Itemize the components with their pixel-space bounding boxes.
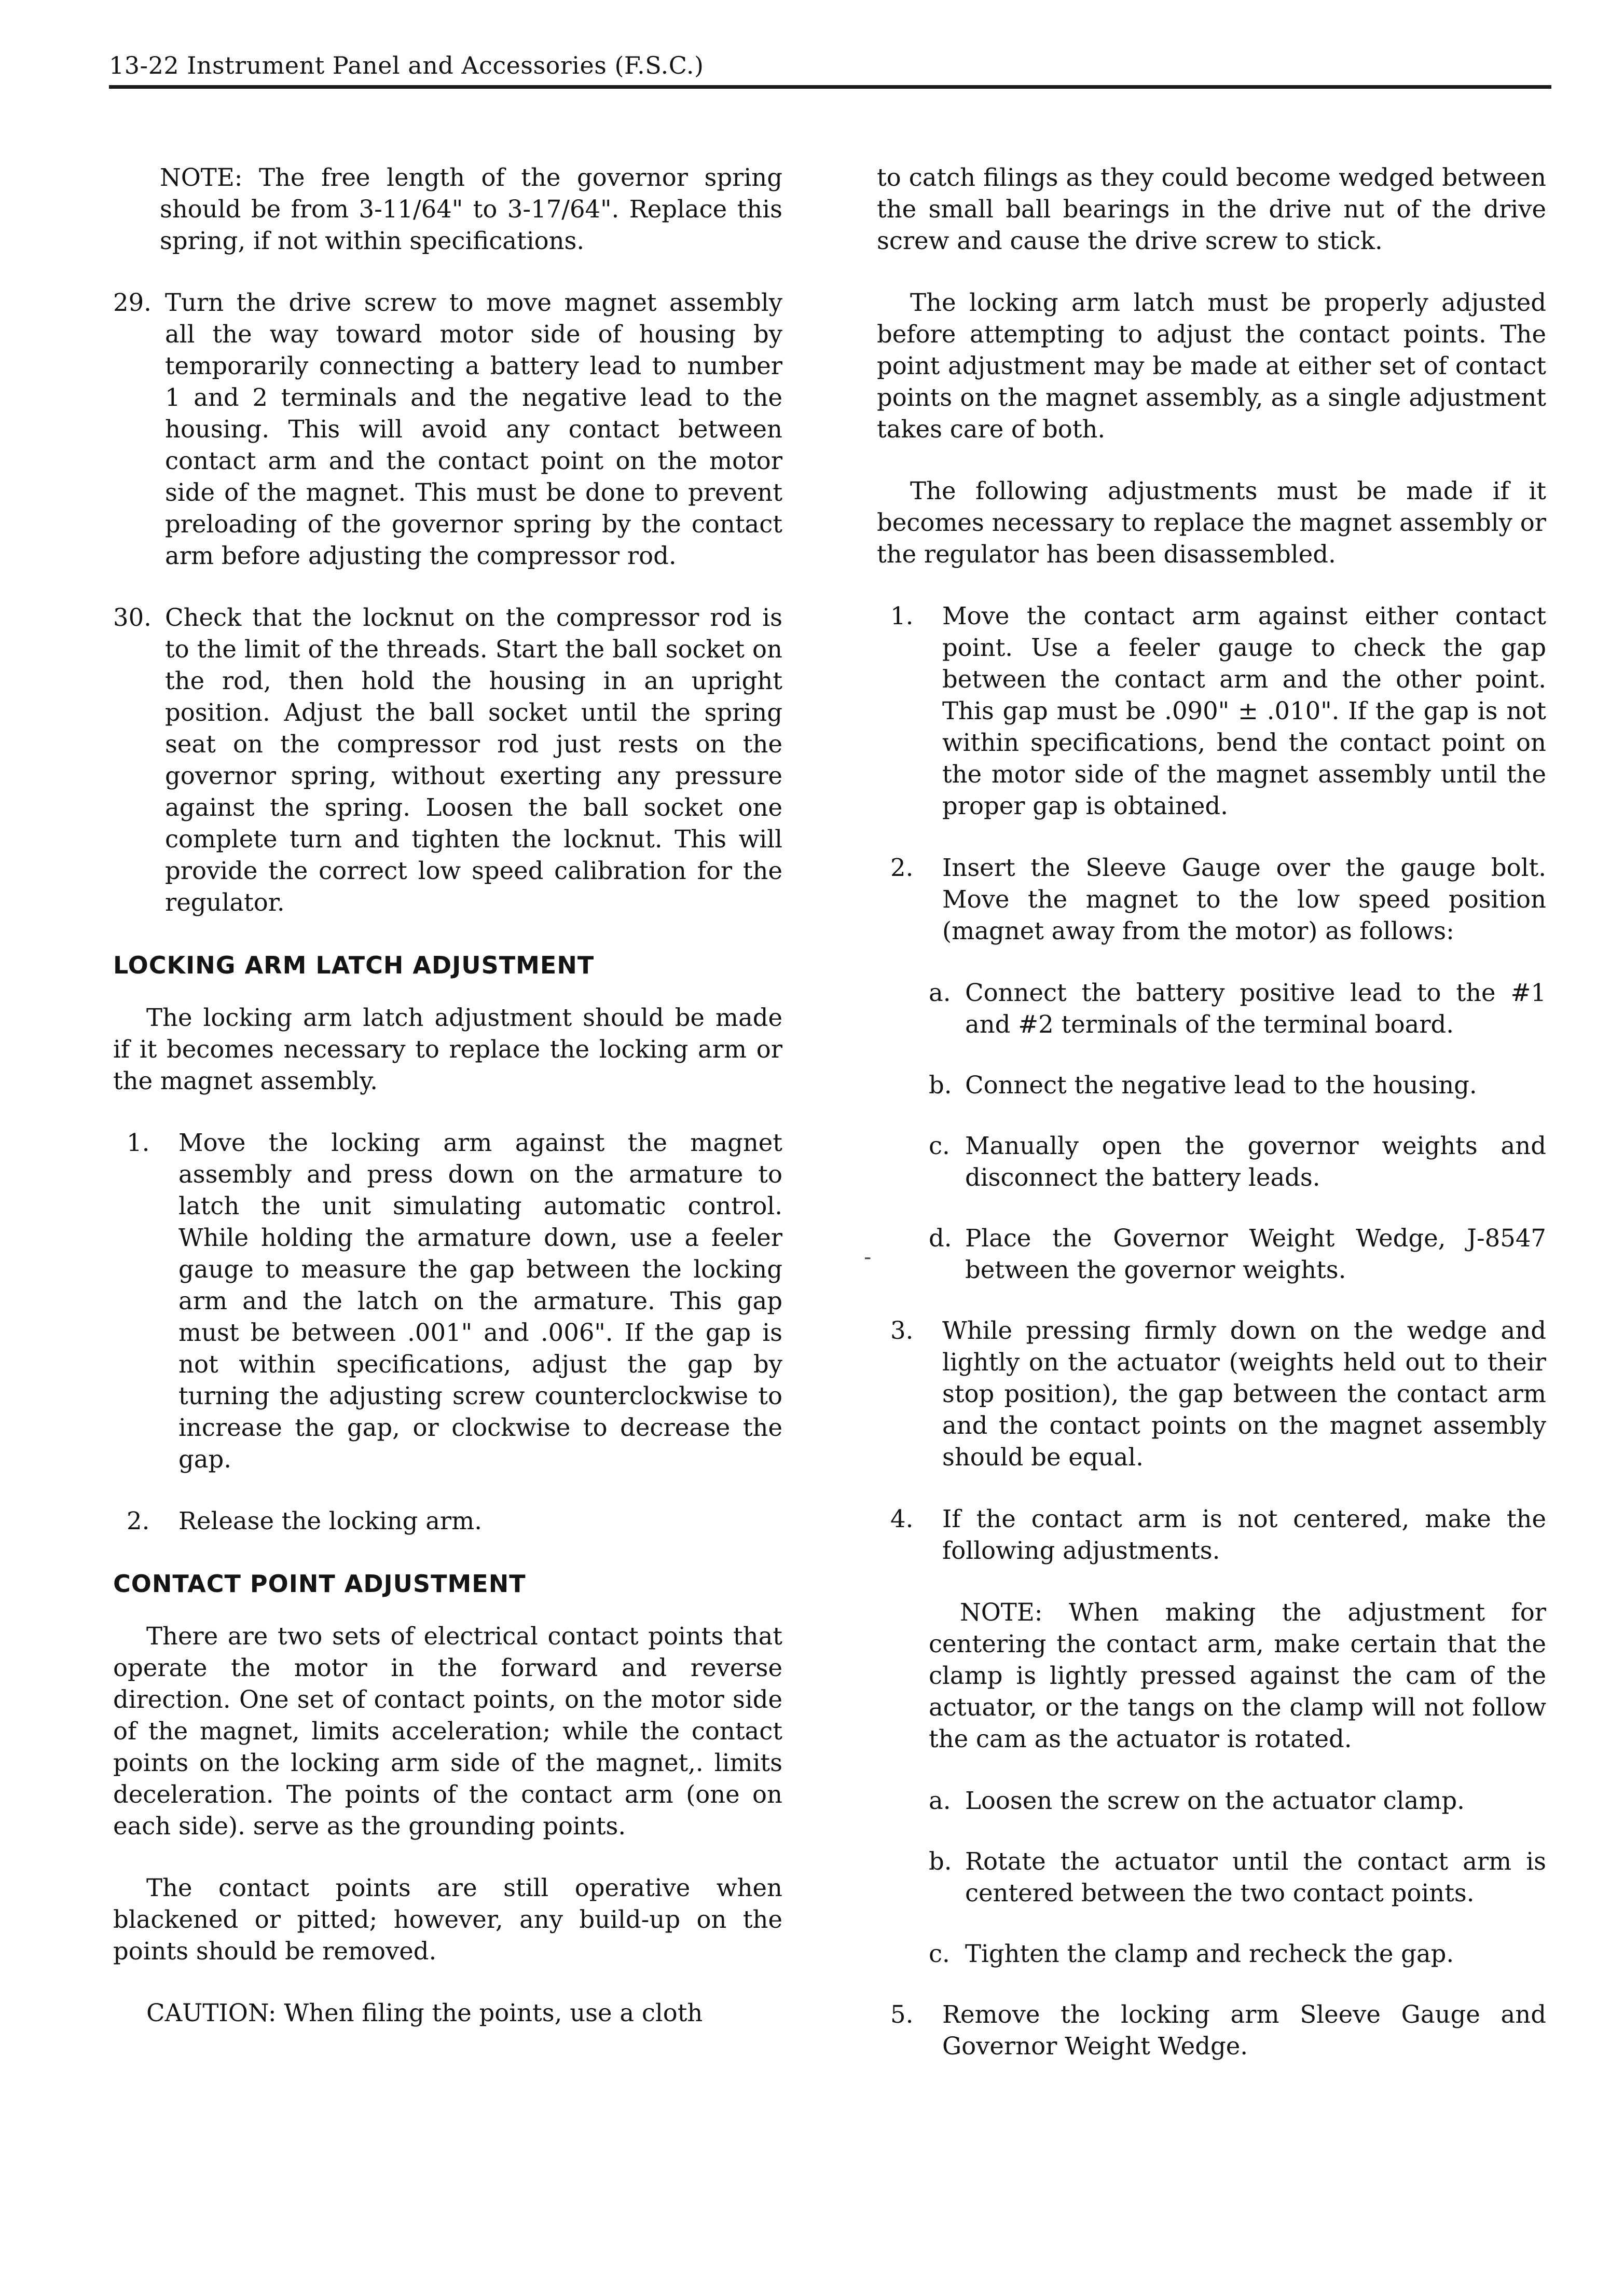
sub-item-text: Tighten the clamp and recheck the gap. bbox=[965, 1940, 1454, 1968]
item-number: 29. bbox=[113, 289, 152, 317]
paragraph: The contact points are still operative when blackened or pitted; however, any build-up on the points should be removed. bbox=[113, 1874, 782, 1965]
item-number: 2. bbox=[890, 854, 914, 882]
item-text: Insert the Sleeve Gauge over the gauge bolt. Move the magnet to the low speed position (magnet away from the motor) as follows: bbox=[942, 854, 1546, 945]
paragraph: The locking arm latch must be properly adjusted before attempting to adjust the contact points. The point adjustment may be made at either set of contact points on the magnet assembly, as a single adjustment takes care of both. bbox=[877, 289, 1546, 443]
sub-item-text: Connect the negative lead to the housing. bbox=[965, 1071, 1477, 1099]
item-number: 5. bbox=[890, 2000, 914, 2028]
section-heading-locking-arm: LOCKING ARM LATCH ADJUSTMENT bbox=[113, 951, 595, 979]
sub-item-letter: c. bbox=[929, 1940, 950, 1968]
sub-item bbox=[929, 1223, 1546, 1286]
page-header: 13-22 Instrument Panel and Accessories (F.S.C.) bbox=[109, 50, 1551, 89]
paragraph: The locking arm latch adjustment should be made if it becomes necessary to replace the locking arm or the magnet assembly. bbox=[113, 1004, 782, 1095]
item-text: While pressing firmly down on the wedge and lightly on the actuator (weights held out to their stop position), the gap between the contact arm and the contact points on the magnet assembly should be equal. bbox=[942, 1316, 1546, 1471]
item-number: 30. bbox=[113, 603, 152, 632]
list-item bbox=[890, 1999, 1546, 2062]
sub-item-letter: c. bbox=[929, 1132, 950, 1160]
governor-spring-note: NOTE: The free length of the governor spring should be from 3-11/64" to 3-17/64". Replace this spring, if not within specifications. bbox=[160, 163, 782, 255]
sub-item bbox=[929, 1069, 1546, 1101]
item-text: If the contact arm is not centered, make the following adjustments. bbox=[942, 1505, 1546, 1565]
caution-continued: to catch filings as they could become wedged between the small ball bearings in the drive nut of the drive screw and cause the drive screw to stick. bbox=[877, 163, 1546, 255]
left-column bbox=[113, 162, 782, 2059]
caution-text: CAUTION: When filing the points, use a cloth bbox=[146, 1999, 703, 2027]
paragraph: The following adjustments must be made if it becomes necessary to replace the magnet assembly or the regulator has been disassembled. bbox=[877, 477, 1546, 568]
item-text: Turn the drive screw to move magnet assembly all the way toward motor side of housing by temporarily connecting a battery lead to number 1 and 2 terminals and the negative lead to the housing. This will avoid any contact between contact arm and the contact point on the motor side of the magnet. This must be done to prevent preloading of the governor spring by the contact arm before adjusting the compressor rod. bbox=[165, 289, 782, 570]
sub-item-letter: a. bbox=[929, 1787, 951, 1815]
list-item bbox=[890, 600, 1546, 822]
list-item bbox=[890, 1315, 1546, 1473]
sub-item bbox=[929, 1938, 1546, 1970]
sub-item-text: Loosen the screw on the actuator clamp. bbox=[965, 1787, 1465, 1815]
list-item bbox=[890, 1503, 1546, 1567]
item-number: 1. bbox=[127, 1129, 150, 1157]
list-item bbox=[127, 1505, 782, 1537]
item-number: 1. bbox=[890, 602, 914, 630]
sub-item-text: Place the Governor Weight Wedge, J-8547 between the governor weights. bbox=[965, 1224, 1546, 1284]
item-text: Move the locking arm against the magnet assembly and press down on the armature to latch the unit simulating automatic control. While holding the armature down, use a feeler gauge to measure the gap between the locking arm and the latch on the armature. This gap must be between .001" and .006". If the gap is not within specifications, adjust the gap by turning the adjusting screw counterclockwise to increase the gap, or clockwise to decrease the gap. bbox=[178, 1129, 782, 1473]
sub-item-letter: d. bbox=[929, 1224, 952, 1252]
sub-item-letter: b. bbox=[929, 1071, 952, 1099]
item-number: 4. bbox=[890, 1505, 914, 1533]
sub-item-text: Rotate the actuator until the contact arm is centered between the two contact points. bbox=[965, 1847, 1546, 1907]
margin-mark: - bbox=[864, 1245, 872, 1269]
list-item bbox=[890, 852, 1546, 947]
right-column bbox=[877, 162, 1546, 2092]
sub-item bbox=[929, 977, 1546, 1040]
list-item bbox=[127, 1127, 782, 1475]
section-heading-contact-point: CONTACT POINT ADJUSTMENT bbox=[113, 1570, 526, 1598]
sub-item-text: Connect the battery positive lead to the #1 and #2 terminals of the terminal board. bbox=[965, 979, 1546, 1038]
item-text: Release the locking arm. bbox=[178, 1507, 483, 1535]
sub-item bbox=[929, 1130, 1546, 1194]
list-item bbox=[113, 287, 782, 572]
item-text: Move the contact arm against either contact point. Use a feeler gauge to check the gap between the contact arm and the other point. This gap must be .090" ± .010". If the gap is not within specifications, bend the contact point on the motor side of the magnet assembly until the proper gap is obtained. bbox=[942, 602, 1546, 820]
item-text: Check that the locknut on the compressor rod is to the limit of the threads. Start the ball socket on the rod, then hold the housing in an upright position. Adjust the ball socket until the spring seat on the compressor rod just rests on the governor spring, without exerting any pressure against the spring. Loosen the ball socket one complete turn and tighten the locknut. This will provide the correct low speed calibration for the regulator. bbox=[165, 603, 782, 916]
sub-item-letter: a. bbox=[929, 979, 951, 1007]
sub-item bbox=[929, 1846, 1546, 1909]
item-number: 3. bbox=[890, 1316, 914, 1345]
list-item bbox=[113, 602, 782, 918]
sub-item-text: Manually open the governor weights and disconnect the battery leads. bbox=[965, 1132, 1546, 1191]
item-text: Remove the locking arm Sleeve Gauge and Governor Weight Wedge. bbox=[942, 2000, 1546, 2060]
paragraph: There are two sets of electrical contact points that operate the motor in the forward and reverse direction. One set of contact points, on the motor side of the magnet, limits acceleration; while the contact points on the locking arm side of the magnet,. limits deceleration. The points of the contact arm (one on each side). serve as the grounding points. bbox=[113, 1622, 782, 1840]
item-number: 2. bbox=[127, 1507, 150, 1535]
sub-item-letter: b. bbox=[929, 1847, 952, 1875]
centering-note: NOTE: When making the adjustment for centering the contact arm, make certain that the clamp is lightly pressed against the cam of the actuator, or the tangs on the clamp will not follow the cam as the actuator is rotated. bbox=[929, 1598, 1546, 1753]
sub-item bbox=[929, 1785, 1546, 1817]
